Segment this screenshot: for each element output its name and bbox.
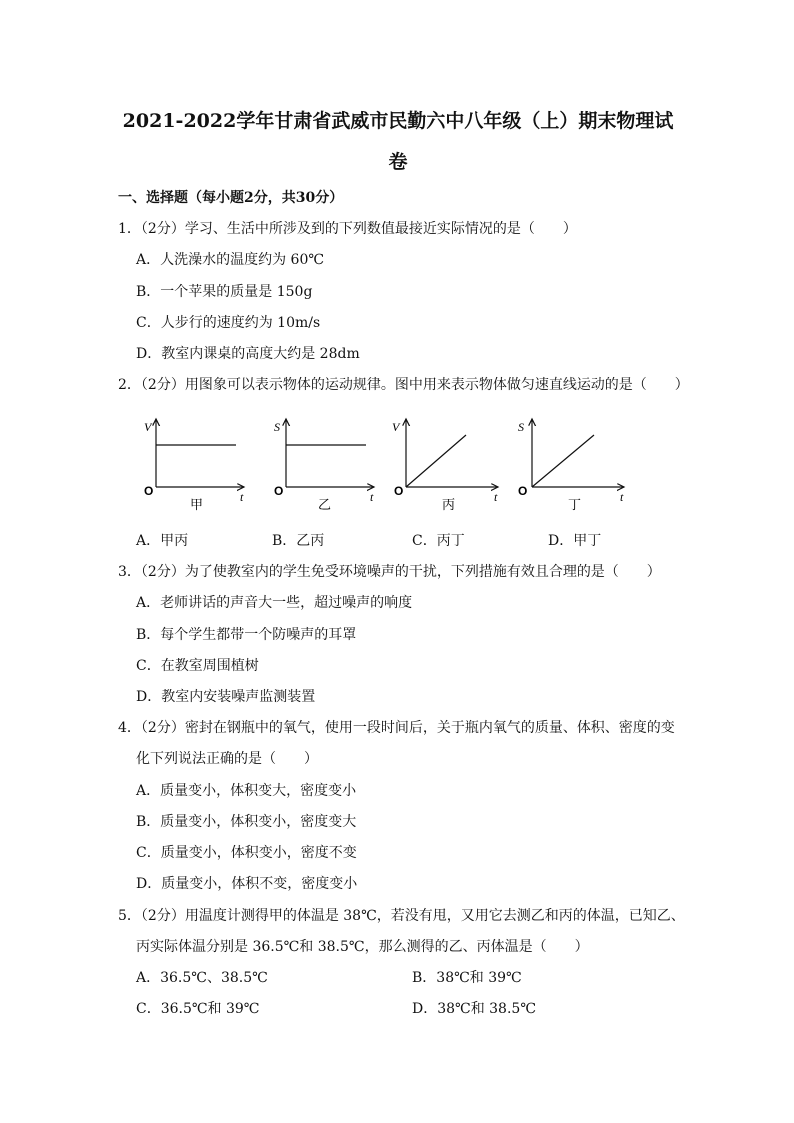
graph-bing-y-label: V [392,420,400,434]
question-1-option-a: A．人洗澡水的温度约为 60℃ [136,252,325,268]
graph-bing-plot-line [406,435,466,487]
question-2-stem: 2．（2分）用图象可以表示物体的运动规律。图中用来表示物体做匀速直线运动的是（ ） [118,377,689,393]
graph-bing-origin: O [394,484,404,498]
question-3-option-c: C．在教室周围植树 [136,658,259,674]
exam-title-line2: 卷 [388,151,408,173]
question-3-option-a: A．老师讲话的声音大一些，超过噪声的响度 [136,595,413,611]
question-1-option-b: B．一个苹果的质量是 150g [136,284,313,300]
question-5-option-c: C．36.5℃和 39℃ [136,1001,260,1017]
question-1-stem: 1．（2分）学习、生活中所涉及到的下列数值最接近实际情况的是（ ） [118,221,577,237]
graph-bing-x-label: t [494,490,498,504]
graph-yi-x-label: t [370,490,374,504]
question-5-option-d: D．38℃和 38.5℃ [412,1001,536,1017]
question-1-option-c: C．人步行的速度约为 10m/s [136,315,321,331]
graph-jia-origin: O [144,484,154,498]
exam-title-line1: 2021-2022学年甘肃省武威市民勤六中八年级（上）期末物理试 [122,110,674,132]
question-2-option-a: A．甲丙 [136,533,189,549]
question-5-option-b: B．38℃和 39℃ [412,970,522,986]
graph-yi-origin: O [274,484,284,498]
graph-jia-name: 甲 [190,498,204,513]
graph-jia-y-label: V [144,420,152,434]
question-4-stem-line1: 4．（2分）密封在钢瓶中的氧气，使用一段时间后，关于瓶内氧气的质量、体积、密度的变 [118,720,675,736]
graph-ding-name: 丁 [568,498,582,513]
graph-yi [270,415,380,519]
question-3-option-d: D．教室内安装噪声监测装置 [136,689,316,705]
question-2-option-b: B．乙丙 [272,533,325,549]
graph-jia [140,415,250,519]
graph-ding-plot-line [532,435,594,487]
graph-yi-y-label: S [274,420,280,434]
question-4-option-d: D．质量变小，体积不变，密度变小 [136,876,358,892]
question-2-option-c: C．丙丁 [412,533,465,549]
question-5-stem-line1: 5．（2分）用温度计测得甲的体温是 38℃，若没有甩，又用它去测乙和丙的体温，已知乙、 [118,908,685,924]
question-4-stem-line2: 化下列说法正确的是（ ） [136,751,318,767]
question-3-stem: 3．（2分）为了使教室内的学生免受环境噪声的干扰，下列措施有效且合理的是（ ） [118,564,661,580]
graph-ding-y-label: S [518,420,524,434]
question-1-option-d: D．教室内课桌的高度大约是 28dm [136,346,360,362]
question-3-option-b: B．每个学生都带一个防噪声的耳罩 [136,627,357,643]
graph-yi-name: 乙 [318,498,332,513]
graph-ding-origin: O [518,484,528,498]
graph-bing-name: 丙 [442,498,456,513]
question-5-option-a: A．36.5℃、38.5℃ [136,970,268,986]
question-4-option-c: C．质量变小，体积变小，密度不变 [136,845,357,861]
graph-jia-x-label: t [240,490,244,504]
question-4-option-a: A．质量变小，体积变大，密度变小 [136,783,357,799]
question-5-stem-line2: 丙实际体温分别是 36.5℃和 38.5℃，那么测得的乙、丙体温是（ ） [136,939,589,955]
graph-ding [512,415,632,519]
question-2-option-d: D．甲丁 [548,533,602,549]
graph-bing [390,415,505,519]
graph-ding-x-label: t [620,490,624,504]
section-heading: 一、选择题（每小题2分，共30分） [118,190,344,206]
question-4-option-b: B．质量变小，体积变小，密度变大 [136,814,357,830]
